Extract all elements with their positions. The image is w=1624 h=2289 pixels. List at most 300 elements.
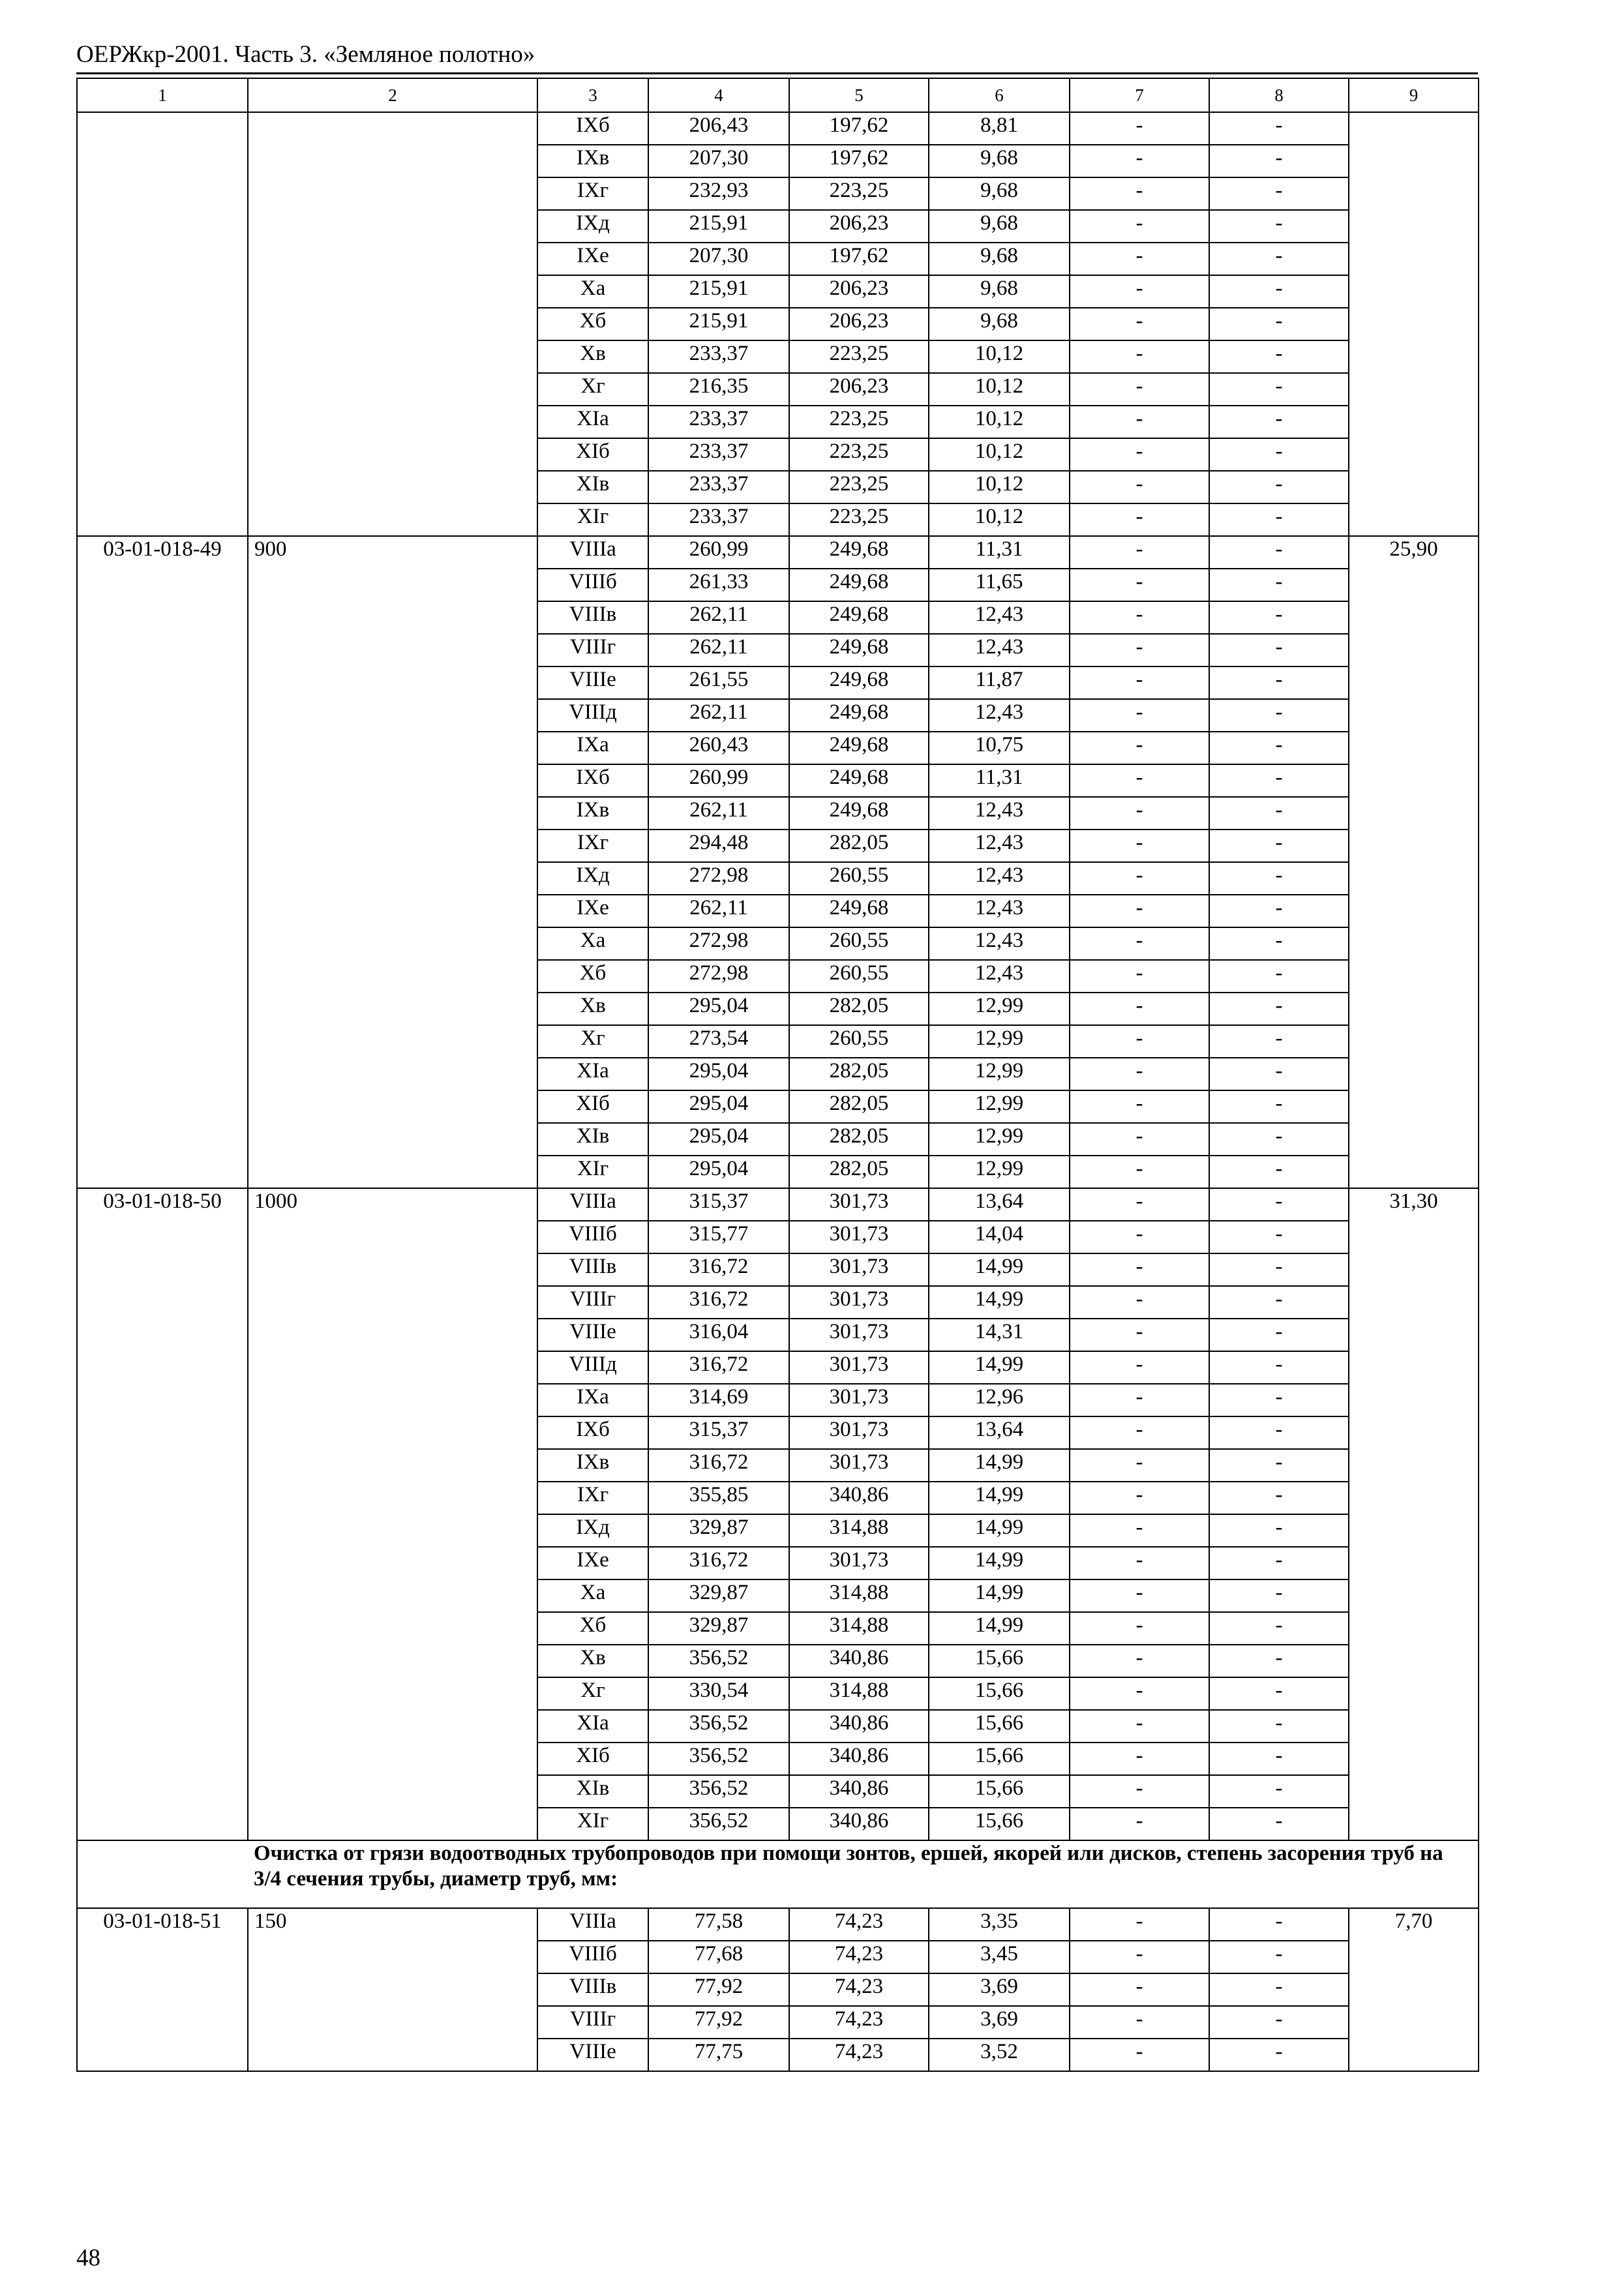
table-cell: 77,75: [648, 2039, 789, 2071]
column-number-row: [77, 78, 1479, 112]
table-cell: 9,68: [929, 243, 1070, 275]
table-cell: 233,37: [648, 340, 789, 373]
table-cell: 301,73: [789, 1319, 929, 1351]
table-cell: -: [1209, 764, 1349, 797]
table-cell: 223,25: [789, 406, 929, 438]
table-cell: -: [1070, 1156, 1209, 1188]
table-cell: 295,04: [648, 993, 789, 1025]
table-cell: 13,64: [929, 1188, 1070, 1221]
table-cell: 12,43: [929, 960, 1070, 993]
table-cell: 207,30: [648, 145, 789, 177]
table-cell: 74,23: [789, 2006, 929, 2039]
table-cell: 206,23: [789, 275, 929, 308]
table-cell: -: [1070, 1384, 1209, 1416]
table-cell: XIв: [537, 1775, 648, 1808]
table-cell: -: [1209, 308, 1349, 340]
rate-code-cell: 03-01-018-51: [77, 1908, 248, 2071]
table-row: [77, 112, 1479, 145]
table-cell: 262,11: [648, 895, 789, 927]
table-cell: 356,52: [648, 1743, 789, 1775]
table-cell: 12,99: [929, 993, 1070, 1025]
table-cell: -: [1070, 1286, 1209, 1319]
table-cell: 233,37: [648, 503, 789, 536]
table-cell: -: [1209, 569, 1349, 601]
table-cell: 10,12: [929, 406, 1070, 438]
table-cell: 12,43: [929, 797, 1070, 830]
table-cell: 3,35: [929, 1908, 1070, 1941]
rate-code-cell: 03-01-018-49: [77, 536, 248, 1188]
table-cell: VIIIг: [537, 634, 648, 666]
table-cell: 249,68: [789, 699, 929, 732]
table-cell: 8,81: [929, 112, 1070, 145]
table-cell: -: [1209, 2006, 1349, 2039]
table-cell: -: [1070, 1808, 1209, 1840]
table-cell: -: [1209, 732, 1349, 764]
table-cell: -: [1070, 243, 1209, 275]
pipe-diameter-cell: 900: [248, 536, 537, 1188]
table-cell: 295,04: [648, 1090, 789, 1123]
table-cell: -: [1209, 1188, 1349, 1221]
column-number: 6: [929, 78, 1070, 112]
table-cell: 77,68: [648, 1941, 789, 1973]
table-cell: 340,86: [789, 1775, 929, 1808]
column-number: 7: [1070, 78, 1209, 112]
table-cell: IXа: [537, 1384, 648, 1416]
table-cell: 3,52: [929, 2039, 1070, 2071]
table-cell: -: [1209, 1253, 1349, 1286]
table-cell: Xв: [537, 340, 648, 373]
table-cell: -: [1070, 830, 1209, 862]
table-cell: 10,12: [929, 503, 1070, 536]
table-cell: 197,62: [789, 112, 929, 145]
table-cell: -: [1209, 177, 1349, 210]
table-cell: 262,11: [648, 634, 789, 666]
table-cell: 249,68: [789, 601, 929, 634]
table-cell: 12,99: [929, 1025, 1070, 1058]
table-cell: 3,69: [929, 2006, 1070, 2039]
table-cell: 9,68: [929, 308, 1070, 340]
table-cell: Xг: [537, 1677, 648, 1710]
table-cell: -: [1070, 112, 1209, 145]
table-cell: Xг: [537, 373, 648, 406]
table-cell: 282,05: [789, 993, 929, 1025]
table-cell: 12,43: [929, 601, 1070, 634]
table-cell: Xг: [537, 1025, 648, 1058]
table-cell: 74,23: [789, 1973, 929, 2006]
table-cell: -: [1070, 1123, 1209, 1156]
table-cell: 13,64: [929, 1416, 1070, 1449]
table-cell: 206,23: [789, 308, 929, 340]
table-cell: -: [1070, 1677, 1209, 1710]
table-cell: IXб: [537, 764, 648, 797]
table-cell: IXе: [537, 895, 648, 927]
table-cell: 355,85: [648, 1482, 789, 1514]
table-cell: -: [1209, 438, 1349, 471]
table-cell: -: [1209, 862, 1349, 895]
table-cell: IXд: [537, 862, 648, 895]
table-cell: 329,87: [648, 1612, 789, 1645]
table-cell: XIг: [537, 503, 648, 536]
table-cell: 301,73: [789, 1188, 929, 1221]
table-cell: 14,99: [929, 1547, 1070, 1579]
table-cell: -: [1209, 1908, 1349, 1941]
header-rule: [76, 72, 1478, 74]
total-cell: 25,90: [1349, 536, 1479, 1188]
table-cell: -: [1070, 1775, 1209, 1808]
table-cell: -: [1070, 1482, 1209, 1514]
table-cell: 272,98: [648, 862, 789, 895]
table-cell: 3,45: [929, 1941, 1070, 1973]
table-cell: 272,98: [648, 960, 789, 993]
table-cell: 223,25: [789, 340, 929, 373]
table-cell: 3,69: [929, 1973, 1070, 2006]
total-cell: 31,30: [1349, 1188, 1479, 1840]
table-cell: 314,69: [648, 1384, 789, 1416]
table-cell: -: [1209, 145, 1349, 177]
table-cell: -: [1209, 373, 1349, 406]
table-cell: -: [1209, 1973, 1349, 2006]
table-cell: -: [1209, 243, 1349, 275]
table-cell: -: [1209, 503, 1349, 536]
table-cell: 14,99: [929, 1612, 1070, 1645]
table-cell: IXд: [537, 210, 648, 243]
table-cell: -: [1070, 406, 1209, 438]
table-cell: 14,99: [929, 1253, 1070, 1286]
table-cell: VIIIа: [537, 536, 648, 569]
table-cell: 340,86: [789, 1482, 929, 1514]
table-cell: 262,11: [648, 601, 789, 634]
table-cell: -: [1209, 927, 1349, 960]
table-cell: 314,88: [789, 1677, 929, 1710]
table-cell: 260,55: [789, 1025, 929, 1058]
table-cell: 261,33: [648, 569, 789, 601]
table-cell: -: [1070, 1090, 1209, 1123]
table-cell: VIIIд: [537, 699, 648, 732]
table-cell: 356,52: [648, 1710, 789, 1743]
table-cell: 14,04: [929, 1221, 1070, 1253]
table-cell: -: [1209, 1319, 1349, 1351]
table-cell: 356,52: [648, 1645, 789, 1677]
table-cell: 356,52: [648, 1775, 789, 1808]
table-cell: Xа: [537, 1579, 648, 1612]
table-cell: 197,62: [789, 145, 929, 177]
table-cell: -: [1070, 1221, 1209, 1253]
table-cell: 14,31: [929, 1319, 1070, 1351]
table-cell: IXд: [537, 1514, 648, 1547]
table-cell: -: [1070, 1612, 1209, 1645]
table-cell: -: [1209, 210, 1349, 243]
pipe-diameter-cell: 150: [248, 1908, 537, 2071]
table-cell: IXб: [537, 1416, 648, 1449]
table-cell: 223,25: [789, 471, 929, 503]
column-number: 2: [248, 78, 537, 112]
table-cell: 15,66: [929, 1775, 1070, 1808]
table-cell: -: [1070, 145, 1209, 177]
table-cell: 197,62: [789, 243, 929, 275]
table-cell: -: [1209, 1514, 1349, 1547]
table-cell: Xб: [537, 960, 648, 993]
table-cell: 77,92: [648, 1973, 789, 2006]
table-cell: -: [1209, 340, 1349, 373]
table-cell: -: [1209, 1710, 1349, 1743]
table-cell: 10,12: [929, 340, 1070, 373]
table-cell: IXг: [537, 177, 648, 210]
table-cell: 77,92: [648, 2006, 789, 2039]
table-cell: 301,73: [789, 1253, 929, 1286]
table-cell: -: [1070, 1645, 1209, 1677]
table-cell: -: [1209, 471, 1349, 503]
table-cell: 9,68: [929, 177, 1070, 210]
table-cell: 215,91: [648, 308, 789, 340]
table-cell: -: [1070, 732, 1209, 764]
table-cell: -: [1209, 406, 1349, 438]
table-cell: 233,37: [648, 471, 789, 503]
table-cell: 329,87: [648, 1579, 789, 1612]
table-cell: -: [1209, 1286, 1349, 1319]
table-cell: VIIIг: [537, 1286, 648, 1319]
table-cell: 340,86: [789, 1710, 929, 1743]
table-cell: 74,23: [789, 1908, 929, 1941]
table-cell: -: [1209, 895, 1349, 927]
table-cell: IXб: [537, 112, 648, 145]
table-cell: VIIIе: [537, 666, 648, 699]
table-cell: -: [1209, 699, 1349, 732]
table-cell: Xв: [537, 1645, 648, 1677]
table-cell: -: [1070, 862, 1209, 895]
table-cell: -: [1209, 1941, 1349, 1973]
table-cell: 10,75: [929, 732, 1070, 764]
table-cell: -: [1070, 797, 1209, 830]
table-cell: 11,31: [929, 764, 1070, 797]
table-cell: VIIIв: [537, 601, 648, 634]
table-cell: 249,68: [789, 797, 929, 830]
table-cell: -: [1209, 1775, 1349, 1808]
pipe-diameter-cell: [248, 112, 537, 536]
table-cell: Xа: [537, 275, 648, 308]
table-cell: -: [1070, 1710, 1209, 1743]
table-cell: Xб: [537, 308, 648, 340]
table-cell: VIIIа: [537, 1908, 648, 1941]
table-cell: -: [1209, 1808, 1349, 1840]
table-cell: 12,96: [929, 1384, 1070, 1416]
table-cell: 74,23: [789, 2039, 929, 2071]
table-cell: VIIIд: [537, 1351, 648, 1384]
table-cell: -: [1070, 275, 1209, 308]
table-cell: 315,37: [648, 1188, 789, 1221]
table-cell: -: [1209, 536, 1349, 569]
table-cell: 260,55: [789, 960, 929, 993]
table-cell: 216,35: [648, 373, 789, 406]
table-cell: -: [1209, 1677, 1349, 1710]
table-cell: -: [1209, 830, 1349, 862]
table-cell: 12,99: [929, 1156, 1070, 1188]
table-cell: -: [1070, 601, 1209, 634]
table-cell: -: [1070, 569, 1209, 601]
table-cell: 10,12: [929, 438, 1070, 471]
pipe-diameter-cell: 1000: [248, 1188, 537, 1840]
table-cell: 9,68: [929, 145, 1070, 177]
table-cell: -: [1070, 2006, 1209, 2039]
table-cell: -: [1070, 1188, 1209, 1221]
table-cell: IXв: [537, 145, 648, 177]
column-number: 8: [1209, 78, 1349, 112]
table-cell: 14,99: [929, 1482, 1070, 1514]
table-cell: -: [1070, 1058, 1209, 1090]
table-cell: -: [1209, 1384, 1349, 1416]
table-cell: 315,77: [648, 1221, 789, 1253]
table-cell: 261,55: [648, 666, 789, 699]
table-cell: 9,68: [929, 210, 1070, 243]
table-cell: XIв: [537, 471, 648, 503]
table-cell: Xа: [537, 927, 648, 960]
table-cell: 295,04: [648, 1123, 789, 1156]
table-cell: 273,54: [648, 1025, 789, 1058]
table-cell: 316,72: [648, 1547, 789, 1579]
table-cell: 316,72: [648, 1286, 789, 1319]
table-cell: -: [1070, 373, 1209, 406]
table-cell: 15,66: [929, 1710, 1070, 1743]
table-cell: 295,04: [648, 1156, 789, 1188]
table-cell: -: [1070, 1941, 1209, 1973]
table-cell: -: [1209, 1351, 1349, 1384]
table-cell: IXа: [537, 732, 648, 764]
table-cell: -: [1070, 1449, 1209, 1482]
table-cell: -: [1070, 634, 1209, 666]
table-cell: -: [1070, 764, 1209, 797]
table-cell: 301,73: [789, 1221, 929, 1253]
table-cell: -: [1209, 1058, 1349, 1090]
table-cell: 301,73: [789, 1384, 929, 1416]
table-cell: 282,05: [789, 1058, 929, 1090]
table-cell: 15,66: [929, 1645, 1070, 1677]
table-cell: -: [1209, 1156, 1349, 1188]
table-cell: 282,05: [789, 1123, 929, 1156]
table-cell: -: [1070, 1416, 1209, 1449]
table-cell: IXг: [537, 1482, 648, 1514]
table-cell: VIIIб: [537, 569, 648, 601]
table-cell: XIа: [537, 1058, 648, 1090]
table-cell: -: [1070, 993, 1209, 1025]
table-cell: -: [1070, 960, 1209, 993]
table-cell: 11,65: [929, 569, 1070, 601]
table-cell: VIIIг: [537, 2006, 648, 2039]
table-cell: 294,48: [648, 830, 789, 862]
table-cell: 223,25: [789, 503, 929, 536]
table-cell: 215,91: [648, 275, 789, 308]
table-cell: 12,43: [929, 927, 1070, 960]
table-row: [77, 536, 1479, 569]
table-cell: XIб: [537, 438, 648, 471]
table-cell: 330,54: [648, 1677, 789, 1710]
table-cell: 77,58: [648, 1908, 789, 1941]
table-cell: -: [1209, 1482, 1349, 1514]
table-cell: 316,72: [648, 1253, 789, 1286]
table-cell: -: [1070, 666, 1209, 699]
table-cell: 12,43: [929, 895, 1070, 927]
table-cell: 260,43: [648, 732, 789, 764]
column-number: 9: [1349, 78, 1479, 112]
table-cell: 14,99: [929, 1514, 1070, 1547]
page-number: 48: [76, 2245, 100, 2271]
table-cell: -: [1070, 1253, 1209, 1286]
table-cell: 314,88: [789, 1514, 929, 1547]
table-cell: -: [1070, 1025, 1209, 1058]
table-cell: 282,05: [789, 1156, 929, 1188]
table-cell: 316,72: [648, 1351, 789, 1384]
table-cell: VIIIв: [537, 1253, 648, 1286]
table-cell: XIа: [537, 1710, 648, 1743]
table-cell: 329,87: [648, 1514, 789, 1547]
table-cell: IXв: [537, 1449, 648, 1482]
table-cell: -: [1209, 1743, 1349, 1775]
table-cell: 9,68: [929, 275, 1070, 308]
column-number: 1: [77, 78, 248, 112]
table-cell: 15,66: [929, 1743, 1070, 1775]
table-cell: 260,55: [789, 862, 929, 895]
table-cell: 260,99: [648, 764, 789, 797]
table-cell: -: [1070, 1514, 1209, 1547]
table-cell: 233,37: [648, 406, 789, 438]
table-cell: 301,73: [789, 1286, 929, 1319]
table-cell: XIв: [537, 1123, 648, 1156]
page-header-title: ОЕРЖкр-2001. Часть 3. «Земляное полотно»: [76, 41, 535, 68]
table-cell: 340,86: [789, 1743, 929, 1775]
table-cell: 272,98: [648, 927, 789, 960]
table-cell: -: [1070, 1547, 1209, 1579]
table-cell: 14,99: [929, 1579, 1070, 1612]
table-cell: 232,93: [648, 177, 789, 210]
table-cell: -: [1070, 1973, 1209, 2006]
table-cell: XIб: [537, 1743, 648, 1775]
table-cell: 12,99: [929, 1090, 1070, 1123]
table-cell: IXе: [537, 243, 648, 275]
table-cell: -: [1209, 1612, 1349, 1645]
table-cell: 356,52: [648, 1808, 789, 1840]
table-cell: -: [1070, 340, 1209, 373]
table-cell: 340,86: [789, 1808, 929, 1840]
table-cell: -: [1209, 1547, 1349, 1579]
table-cell: 223,25: [789, 438, 929, 471]
table-cell: -: [1070, 438, 1209, 471]
table-cell: 295,04: [648, 1058, 789, 1090]
table-cell: Xв: [537, 993, 648, 1025]
table-cell: -: [1070, 1319, 1209, 1351]
table-cell: IXг: [537, 830, 648, 862]
table-cell: 14,99: [929, 1449, 1070, 1482]
table-cell: -: [1209, 666, 1349, 699]
table-cell: 260,55: [789, 927, 929, 960]
table-cell: IXе: [537, 1547, 648, 1579]
table-cell: 11,87: [929, 666, 1070, 699]
table-cell: -: [1209, 1025, 1349, 1058]
section-title-row: [77, 1840, 1479, 1908]
table-cell: 249,68: [789, 764, 929, 797]
table-cell: -: [1209, 1123, 1349, 1156]
table-cell: -: [1209, 634, 1349, 666]
table-cell: -: [1070, 1351, 1209, 1384]
table-cell: XIг: [537, 1156, 648, 1188]
table-cell: 14,99: [929, 1286, 1070, 1319]
table-cell: -: [1070, 1908, 1209, 1941]
total-cell: 7,70: [1349, 1908, 1479, 2071]
column-number: 4: [648, 78, 789, 112]
table-cell: 315,37: [648, 1416, 789, 1449]
table-cell: -: [1209, 1416, 1349, 1449]
table-cell: 282,05: [789, 1090, 929, 1123]
table-cell: -: [1209, 993, 1349, 1025]
table-cell: 12,43: [929, 830, 1070, 862]
table-cell: 249,68: [789, 569, 929, 601]
